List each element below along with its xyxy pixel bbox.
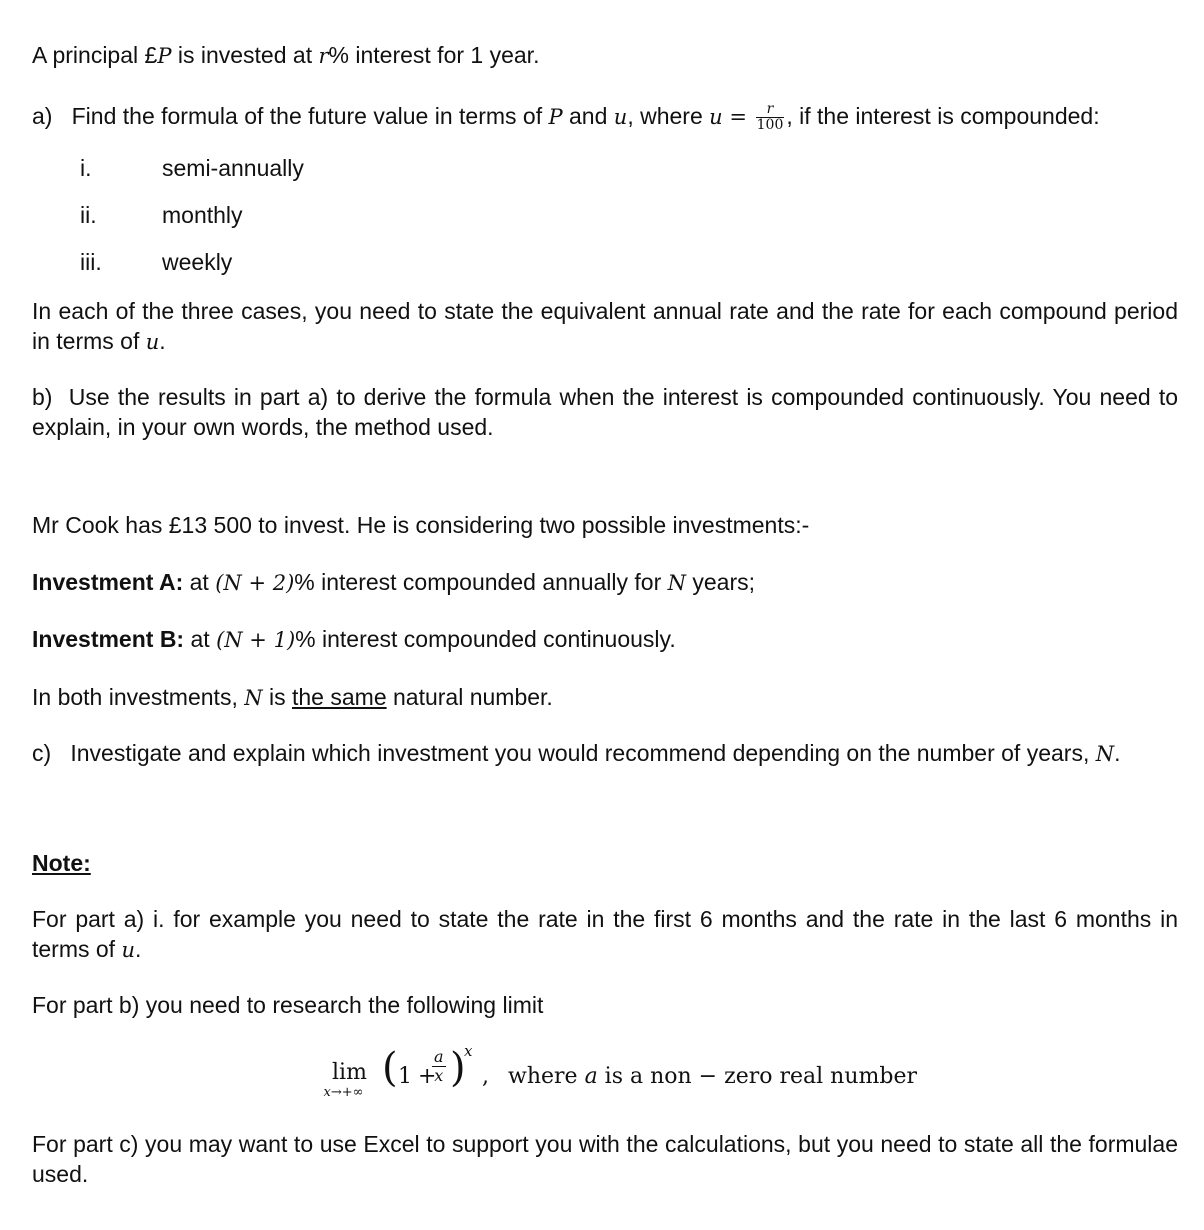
part-a-var-u: u (613, 105, 628, 129)
left-parenthesis-icon: ( (382, 1045, 398, 1091)
intro-line (32, 40, 539, 71)
part-a-and: and (562, 103, 614, 129)
where-var-a: a (584, 1064, 598, 1089)
limit-comma: , (482, 1064, 489, 1089)
lim-word: lim (332, 1060, 367, 1085)
list-number-iii: iii. (80, 249, 102, 275)
part-b-text: Use the results in part a) to derive the formula when the interest is compounded continuously. You need to explain, in your own words, the method used. (32, 384, 1179, 440)
investment-a-label: Investment A: (32, 569, 184, 595)
investment-a-post2: years; (686, 569, 756, 595)
both-investments-line (32, 682, 553, 713)
investment-b-label: Investment B: (32, 626, 185, 652)
list-text-weekly: weekly (162, 249, 233, 275)
both-var-n: N (244, 686, 263, 710)
investment-b-post: % interest compounded continuously. (295, 626, 676, 652)
a-over-x-fraction (432, 1048, 446, 1085)
part-c-end: . (1114, 740, 1121, 766)
part-a-pre: Find the formula of the future value in terms of (71, 103, 549, 129)
where-post: is a non − zero real number (597, 1064, 917, 1089)
note-a-var-u: u (121, 938, 135, 962)
part-c-paragraph (32, 738, 1178, 769)
both-is: is (262, 684, 292, 710)
followup-var-u: u (145, 330, 160, 354)
part-a-var-p: P (548, 105, 563, 129)
limit-denominator: x (434, 1066, 444, 1085)
limit-plus: + (418, 1064, 437, 1089)
both-same-underlined: the same (292, 684, 387, 710)
intro-post: % interest for 1 year. (328, 42, 540, 68)
investment-a-line (32, 567, 755, 598)
note-part-b: For part b) you need to research the following limit (32, 992, 544, 1018)
investment-a-var-n: N (667, 571, 686, 595)
limit-one: 1 (398, 1064, 412, 1089)
fraction-numerator: r (756, 102, 785, 118)
intro-mid: is invested at (171, 42, 319, 68)
followup-text: In each of the three cases, you need to state the equivalent annual rate and the rate for each compound period in terms of (32, 298, 1178, 354)
list-number-i: i. (80, 155, 92, 181)
right-parenthesis-icon: ) (450, 1045, 466, 1091)
r-over-100-fraction (756, 102, 785, 133)
part-c-label: c) (32, 740, 52, 766)
note-a-text: For part a) i. for example you need to state the rate in the first 6 months and the rate in the last 6 months in terms of (32, 906, 1178, 962)
limit-numerator: a (434, 1047, 444, 1066)
investment-b-line (32, 624, 676, 655)
investment-b-pre: at (184, 626, 217, 652)
limit-where-clause (508, 1064, 917, 1089)
fraction-denominator: 100 (756, 117, 784, 134)
part-c-text: Investigate and explain which investment you would recommend depending on the number of years, (70, 740, 1096, 766)
part-c-var-n: N (1095, 742, 1115, 766)
part-a-where: , where (627, 103, 710, 129)
intro-var-r: r (318, 44, 329, 68)
part-a-label: a) (32, 103, 53, 129)
followup-end: . (159, 328, 166, 354)
intro-var-p: P (157, 44, 172, 68)
part-a-followup (32, 296, 1178, 357)
where-pre: where (508, 1064, 585, 1089)
note-a-end: . (135, 936, 142, 962)
limit-exponent: x (464, 1042, 473, 1060)
investment-a-post1: % interest compounded annually for (294, 569, 668, 595)
lim-subscript: x→+∞ (323, 1085, 364, 1100)
part-a-line (32, 101, 1100, 133)
mr-cook-intro: Mr Cook has £13 500 to invest. He is considering two possible investments:- (32, 512, 810, 538)
part-b-label: b) (32, 384, 53, 410)
both-post: natural number. (386, 684, 553, 710)
limit-operator (320, 1060, 367, 1100)
part-a-var-u2: u (709, 105, 723, 129)
part-a-eq: = (722, 105, 754, 129)
part-a-post: , if the interest is compounded: (786, 103, 1100, 129)
part-b-paragraph (32, 382, 1178, 442)
note-part-c: For part c) you may want to use Excel to support you with the calculations, but you need to state all the formulae used. (32, 1131, 1178, 1187)
list-text-monthly: monthly (162, 202, 243, 228)
list-text-semi-annually: semi-annually (162, 155, 304, 181)
list-number-ii: ii. (80, 202, 97, 228)
investment-a-pre: at (183, 569, 216, 595)
investment-a-expr: (N + 2) (215, 571, 295, 595)
note-part-a (32, 904, 1178, 965)
investment-b-expr: (N + 1) (216, 628, 296, 652)
intro-pre: A principal £ (32, 42, 158, 68)
both-pre: In both investments, (32, 684, 245, 710)
note-heading: Note: (32, 850, 91, 876)
